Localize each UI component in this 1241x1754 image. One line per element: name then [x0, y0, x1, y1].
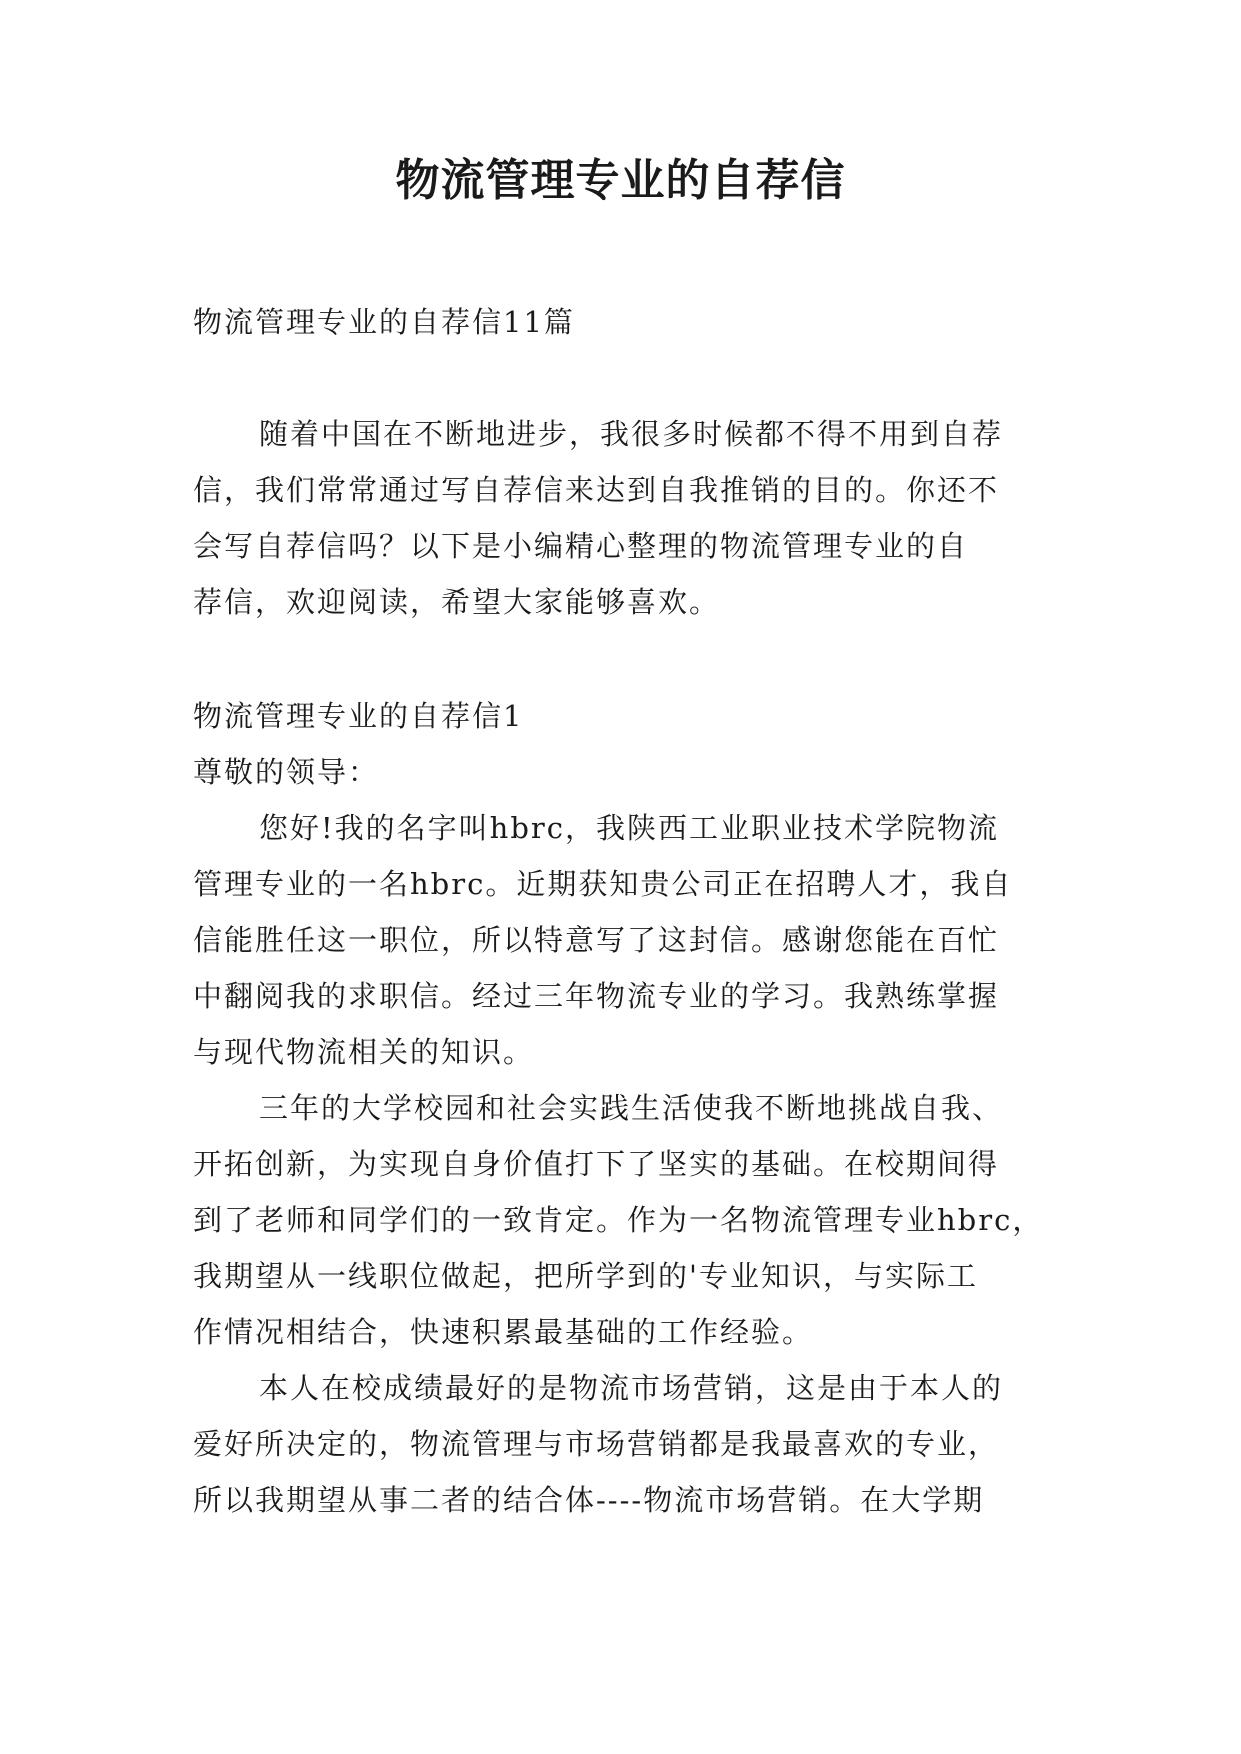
intro-line: 会写自荐信吗？以下是小编精心整理的物流管理专业的自: [193, 529, 969, 563]
body-line: 本人在校成绩最好的是物流市场营销，这是由于本人的: [259, 1371, 1004, 1405]
body-line: 信能胜任这一职位，所以特意写了这封信。感谢您能在百忙: [193, 923, 1000, 957]
body-line: 管理专业的一名hbrc。近期获知贵公司正在招聘人才，我自: [193, 867, 1013, 901]
body-line: 所以我期望从事二者的结合体----物流市场营销。在大学期: [193, 1483, 985, 1517]
body-line: 我期望从一线职位做起，把所学到的'专业知识，与实际工: [193, 1259, 978, 1293]
intro-line: 随着中国在不断地进步，我很多时候都不得不用到自荐: [259, 417, 1004, 451]
body-line: 开拓创新，为实现自身价值打下了坚实的基础。在校期间得: [193, 1147, 1000, 1181]
body-line: 中翻阅我的求职信。经过三年物流专业的学习。我熟练掌握: [193, 979, 1000, 1013]
document-title: 物流管理专业的自荐信: [395, 155, 846, 206]
body-line: 三年的大学校园和社会实践生活使我不断地挑战自我、: [259, 1091, 1004, 1125]
section-heading: 物流管理专业的自荐信1: [193, 699, 524, 733]
body-line: 作情况相结合，快速积累最基础的工作经验。: [193, 1315, 814, 1349]
salutation: 尊敬的领导：: [193, 755, 380, 789]
body-line: 您好!我的名字叫hbrc，我陕西工业职业技术学院物流: [259, 811, 1000, 845]
body-line: 到了老师和同学们的一致肯定。作为一名物流管理专业hbrc，: [193, 1203, 1044, 1237]
intro-line: 荐信，欢迎阅读，希望大家能够喜欢。: [193, 585, 721, 619]
body-line: 爱好所决定的，物流管理与市场营销都是我最喜欢的专业，: [193, 1427, 1000, 1461]
document-subtitle: 物流管理专业的自荐信11篇: [193, 305, 575, 339]
intro-line: 信，我们常常通过写自荐信来达到自我推销的目的。你还不: [193, 473, 1000, 507]
body-line: 与现代物流相关的知识。: [193, 1035, 535, 1069]
